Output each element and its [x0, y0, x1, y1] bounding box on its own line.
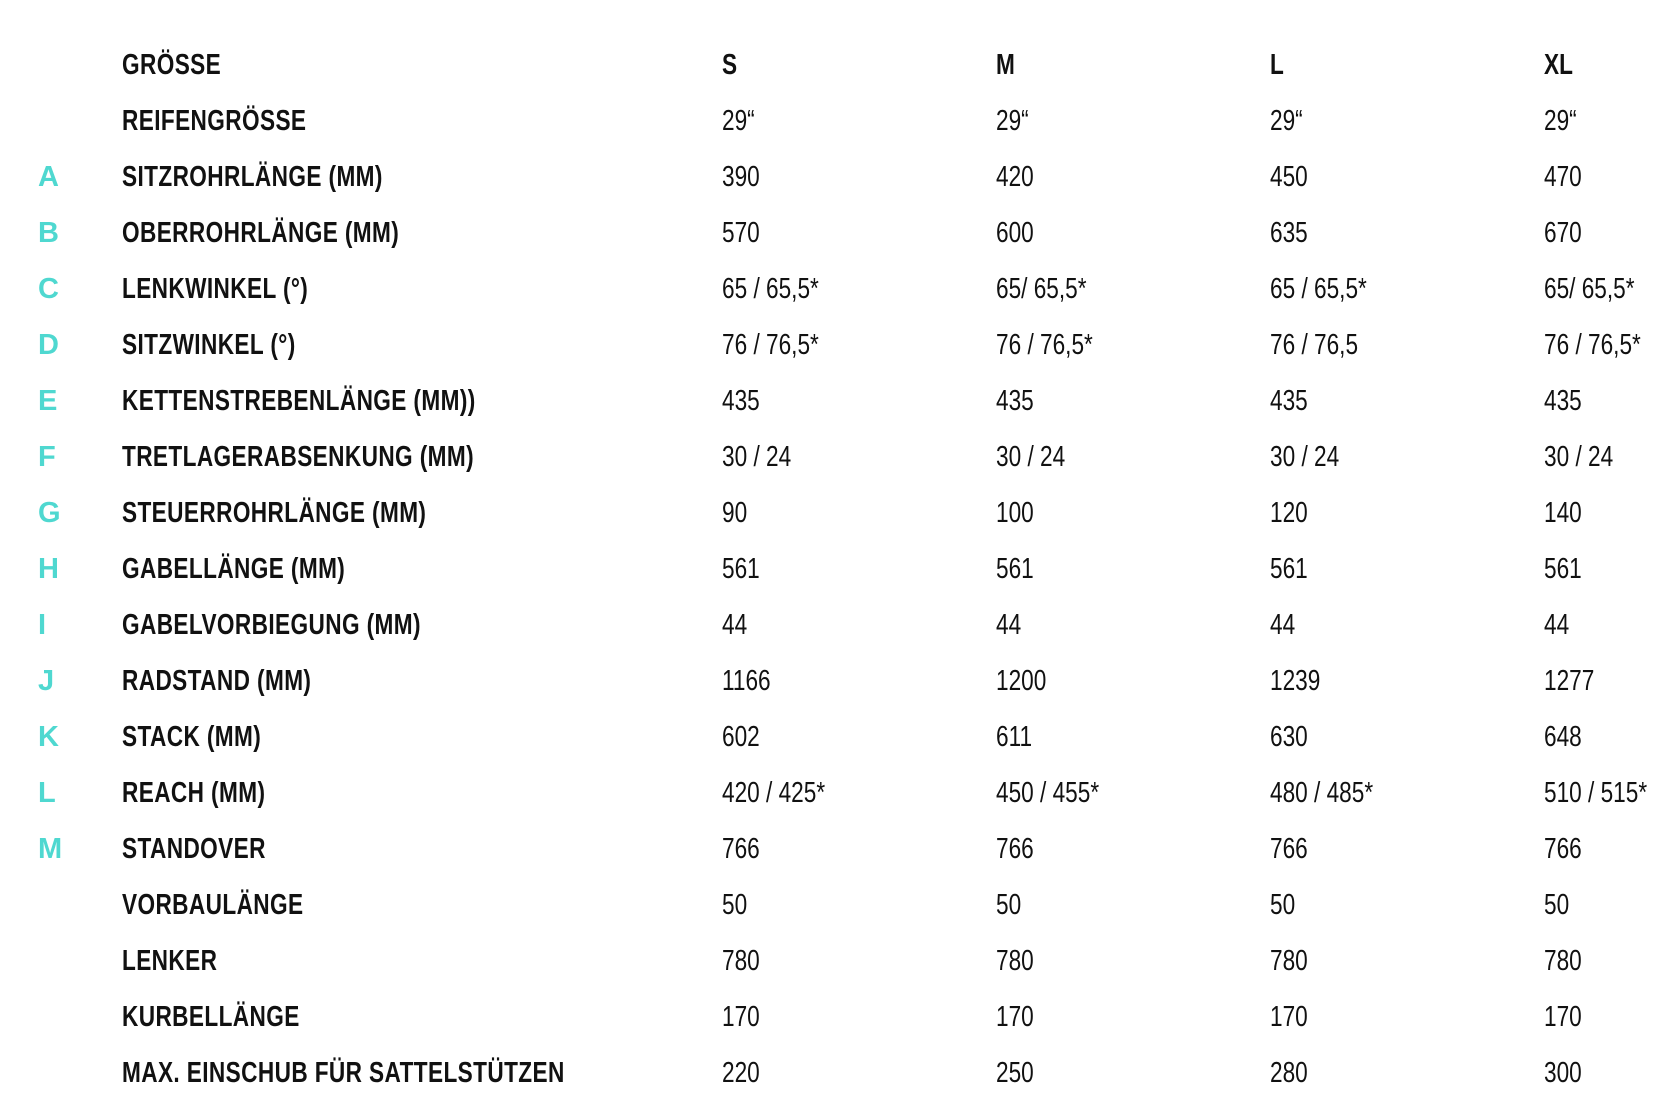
header-size-l: L — [1270, 49, 1284, 81]
row-value-s: 220 — [722, 1057, 760, 1089]
row-value-m: 65/ 65,5* — [996, 273, 1087, 305]
table-row — [0, 1045, 1676, 1101]
row-letter: K — [38, 721, 59, 753]
table-row — [0, 821, 1676, 877]
table-row — [0, 149, 1676, 205]
row-value-m: 29“ — [996, 105, 1029, 137]
row-value-l: 480 / 485* — [1270, 777, 1374, 809]
row-value-s: 44 — [722, 609, 748, 641]
row-letter: E — [38, 385, 58, 417]
row-label: GABELVORBIEGUNG (MM) — [122, 609, 421, 641]
row-label: REIFENGRÖSSE — [122, 105, 307, 137]
row-value-xl: 76 / 76,5* — [1544, 329, 1641, 361]
table-row — [0, 373, 1676, 429]
table-body — [0, 93, 1676, 1101]
table-row — [0, 93, 1676, 149]
row-value-s: 390 — [722, 161, 760, 193]
header-label: GRÖSSE — [122, 49, 222, 81]
row-label: STEUERROHRLÄNGE (MM) — [122, 497, 427, 529]
table-row — [0, 933, 1676, 989]
row-value-xl: 670 — [1544, 217, 1582, 249]
row-value-s: 65 / 65,5* — [722, 273, 819, 305]
row-value-m: 44 — [996, 609, 1022, 641]
row-value-m: 611 — [996, 721, 1033, 753]
row-value-m: 780 — [996, 945, 1034, 977]
row-value-l: 435 — [1270, 385, 1308, 417]
geometry-table — [0, 37, 1676, 1101]
row-value-xl: 1277 — [1544, 665, 1595, 697]
row-value-m: 76 / 76,5* — [996, 329, 1093, 361]
row-letter: J — [38, 665, 55, 697]
table-row — [0, 541, 1676, 597]
table-row — [0, 429, 1676, 485]
row-label: TRETLAGERABSENKUNG (MM) — [122, 441, 475, 473]
row-label: MAX. EINSCHUB FÜR SATTELSTÜTZEN — [122, 1057, 565, 1089]
row-letter: D — [38, 329, 59, 361]
row-value-xl: 30 / 24 — [1544, 441, 1614, 473]
row-value-l: 50 — [1270, 889, 1296, 921]
row-value-m: 30 / 24 — [996, 441, 1066, 473]
row-value-l: 1239 — [1270, 665, 1321, 697]
table-row — [0, 205, 1676, 261]
row-value-m: 450 / 455* — [996, 777, 1100, 809]
row-value-s: 780 — [722, 945, 760, 977]
row-label: LENKER — [122, 945, 218, 977]
row-letter: M — [38, 833, 63, 865]
row-value-xl: 766 — [1544, 833, 1582, 865]
row-label: SITZWINKEL (°) — [122, 329, 296, 361]
row-label: STANDOVER — [122, 833, 266, 865]
row-value-m: 250 — [996, 1057, 1034, 1089]
row-label: KURBELLÄNGE — [122, 1001, 300, 1033]
row-value-s: 90 — [722, 497, 748, 529]
row-label: REACH (MM) — [122, 777, 266, 809]
row-value-s: 602 — [722, 721, 760, 753]
table-row — [0, 709, 1676, 765]
row-value-m: 435 — [996, 385, 1034, 417]
header-row — [0, 37, 1676, 93]
row-value-xl: 510 / 515* — [1544, 777, 1648, 809]
row-value-xl: 470 — [1544, 161, 1582, 193]
row-value-m: 420 — [996, 161, 1034, 193]
row-value-xl: 44 — [1544, 609, 1570, 641]
table-row — [0, 877, 1676, 933]
row-value-xl: 29“ — [1544, 105, 1577, 137]
row-value-xl: 300 — [1544, 1057, 1582, 1089]
row-value-l: 170 — [1270, 1001, 1308, 1033]
row-letter: A — [38, 161, 59, 193]
row-value-m: 1200 — [996, 665, 1047, 697]
table-row — [0, 317, 1676, 373]
row-value-l: 65 / 65,5* — [1270, 273, 1367, 305]
row-letter: G — [38, 497, 61, 529]
row-letter: F — [38, 441, 56, 473]
row-value-l: 561 — [1270, 553, 1308, 585]
row-letter: I — [38, 609, 47, 641]
row-letter: C — [38, 273, 59, 305]
row-value-s: 29“ — [722, 105, 755, 137]
row-value-s: 561 — [722, 553, 760, 585]
row-label: KETTENSTREBENLÄNGE (MM)) — [122, 385, 476, 417]
row-value-xl: 65/ 65,5* — [1544, 273, 1635, 305]
row-value-m: 100 — [996, 497, 1034, 529]
table-row — [0, 261, 1676, 317]
row-value-s: 766 — [722, 833, 760, 865]
row-value-xl: 140 — [1544, 497, 1582, 529]
row-value-xl: 435 — [1544, 385, 1582, 417]
row-label: GABELLÄNGE (MM) — [122, 553, 346, 585]
row-value-m: 561 — [996, 553, 1034, 585]
row-value-m: 600 — [996, 217, 1034, 249]
row-value-xl: 780 — [1544, 945, 1582, 977]
table-row — [0, 597, 1676, 653]
row-value-l: 630 — [1270, 721, 1308, 753]
row-label: OBERROHRLÄNGE (MM) — [122, 217, 400, 249]
row-value-s: 420 / 425* — [722, 777, 826, 809]
row-value-l: 30 / 24 — [1270, 441, 1340, 473]
row-value-s: 76 / 76,5* — [722, 329, 819, 361]
row-label: SITZROHRLÄNGE (MM) — [122, 161, 383, 193]
row-label: LENKWINKEL (°) — [122, 273, 309, 305]
row-value-l: 780 — [1270, 945, 1308, 977]
row-value-l: 280 — [1270, 1057, 1308, 1089]
row-value-s: 435 — [722, 385, 760, 417]
header-size-s: S — [722, 49, 738, 81]
row-value-m: 50 — [996, 889, 1022, 921]
row-label: RADSTAND (MM) — [122, 665, 312, 697]
row-value-l: 44 — [1270, 609, 1296, 641]
row-value-m: 766 — [996, 833, 1034, 865]
row-value-s: 30 / 24 — [722, 441, 792, 473]
row-value-s: 170 — [722, 1001, 760, 1033]
row-letter: L — [38, 777, 56, 809]
table-row — [0, 989, 1676, 1045]
row-value-xl: 170 — [1544, 1001, 1582, 1033]
row-label: STACK (MM) — [122, 721, 262, 753]
header-size-xl: XL — [1544, 49, 1573, 81]
table-row — [0, 765, 1676, 821]
row-value-s: 570 — [722, 217, 760, 249]
row-value-l: 76 / 76,5 — [1270, 329, 1359, 361]
row-value-s: 1166 — [722, 665, 771, 697]
row-label: VORBAULÄNGE — [122, 889, 304, 921]
row-value-s: 50 — [722, 889, 748, 921]
row-value-xl: 648 — [1544, 721, 1582, 753]
row-value-xl: 50 — [1544, 889, 1570, 921]
header-size-m: M — [996, 49, 1015, 81]
row-letter: H — [38, 553, 59, 585]
row-value-l: 766 — [1270, 833, 1308, 865]
row-letter: B — [38, 217, 59, 249]
row-value-xl: 561 — [1544, 553, 1582, 585]
row-value-m: 170 — [996, 1001, 1034, 1033]
row-value-l: 120 — [1270, 497, 1308, 529]
table-row — [0, 653, 1676, 709]
row-value-l: 29“ — [1270, 105, 1303, 137]
row-value-l: 450 — [1270, 161, 1308, 193]
row-value-l: 635 — [1270, 217, 1308, 249]
table-row — [0, 485, 1676, 541]
